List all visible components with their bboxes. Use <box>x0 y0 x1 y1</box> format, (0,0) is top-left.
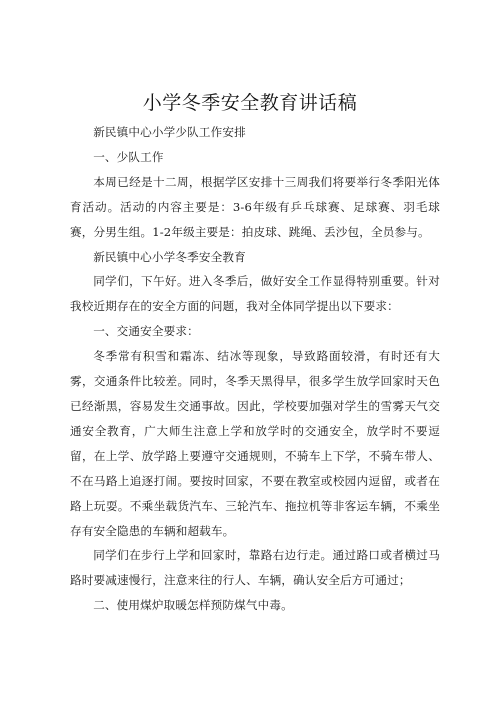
paragraph-traffic-heading: 一、交通安全要求： <box>93 324 199 339</box>
paragraph-traffic-details: 冬季常有积雪和霜冻、结冰等现象，导致路面较滑，有时还有大雾，交通条件比较差。同时，冬季天黑得早，很多学生放学回家时天色已经渐黑，容易发生交通事故。因此，学校要加强对学生的雪雾天气交通安全教育，广大师生注意上学和放学时的交通安全，放学时不要逗留，在上学、放学路上要遵守交通规则，不骑车上下学，不骑车带人、不在马路上追逐打闹。要按时回家，不要在教室或校园内逗留，或者在路上玩耍。不乘坐载货汽车、三轮汽车、拖拉机等非客运车辆，不乘坐存有安全隐患的车辆和超载车。 <box>70 349 440 538</box>
paragraph-gas-poisoning-heading: 二、使用煤炉取暖怎样预防煤气中毒。 <box>93 598 293 613</box>
paragraph-safety-education-heading: 新民镇中心小学冬季安全教育 <box>93 249 246 264</box>
document-body <box>70 120 440 618</box>
paragraph-walking-rules: 同学们在步行上学和回家时，靠路右边行走。通过路口或者横过马路时要减速慢行，注意来往的行人、车辆，确认安全后方可通过； <box>70 548 440 588</box>
paragraph-greeting: 同学们，下午好。进入冬季后，做好安全工作显得特别重要。针对我校近期存在的安全方面的问题，我对全体同学提出以下要求： <box>70 274 440 314</box>
paragraph-sports-activity: 本周已经是十二周，根据学区安排十三周我们将要举行冬季阳光体育活动。活动的内容主要是：3-6年级有乒乓球赛、足球赛、羽毛球赛，分男生组。1-2年级主要是：拍皮球、跳绳、丢沙包，全员参与。 <box>70 174 440 239</box>
paragraph-school-team-arrangement: 新民镇中心小学少队工作安排 <box>93 125 246 139</box>
paragraph-team-work-heading: 一、少队工作 <box>93 149 164 164</box>
document-title: 小学冬季安全教育讲话稿 <box>142 92 358 114</box>
